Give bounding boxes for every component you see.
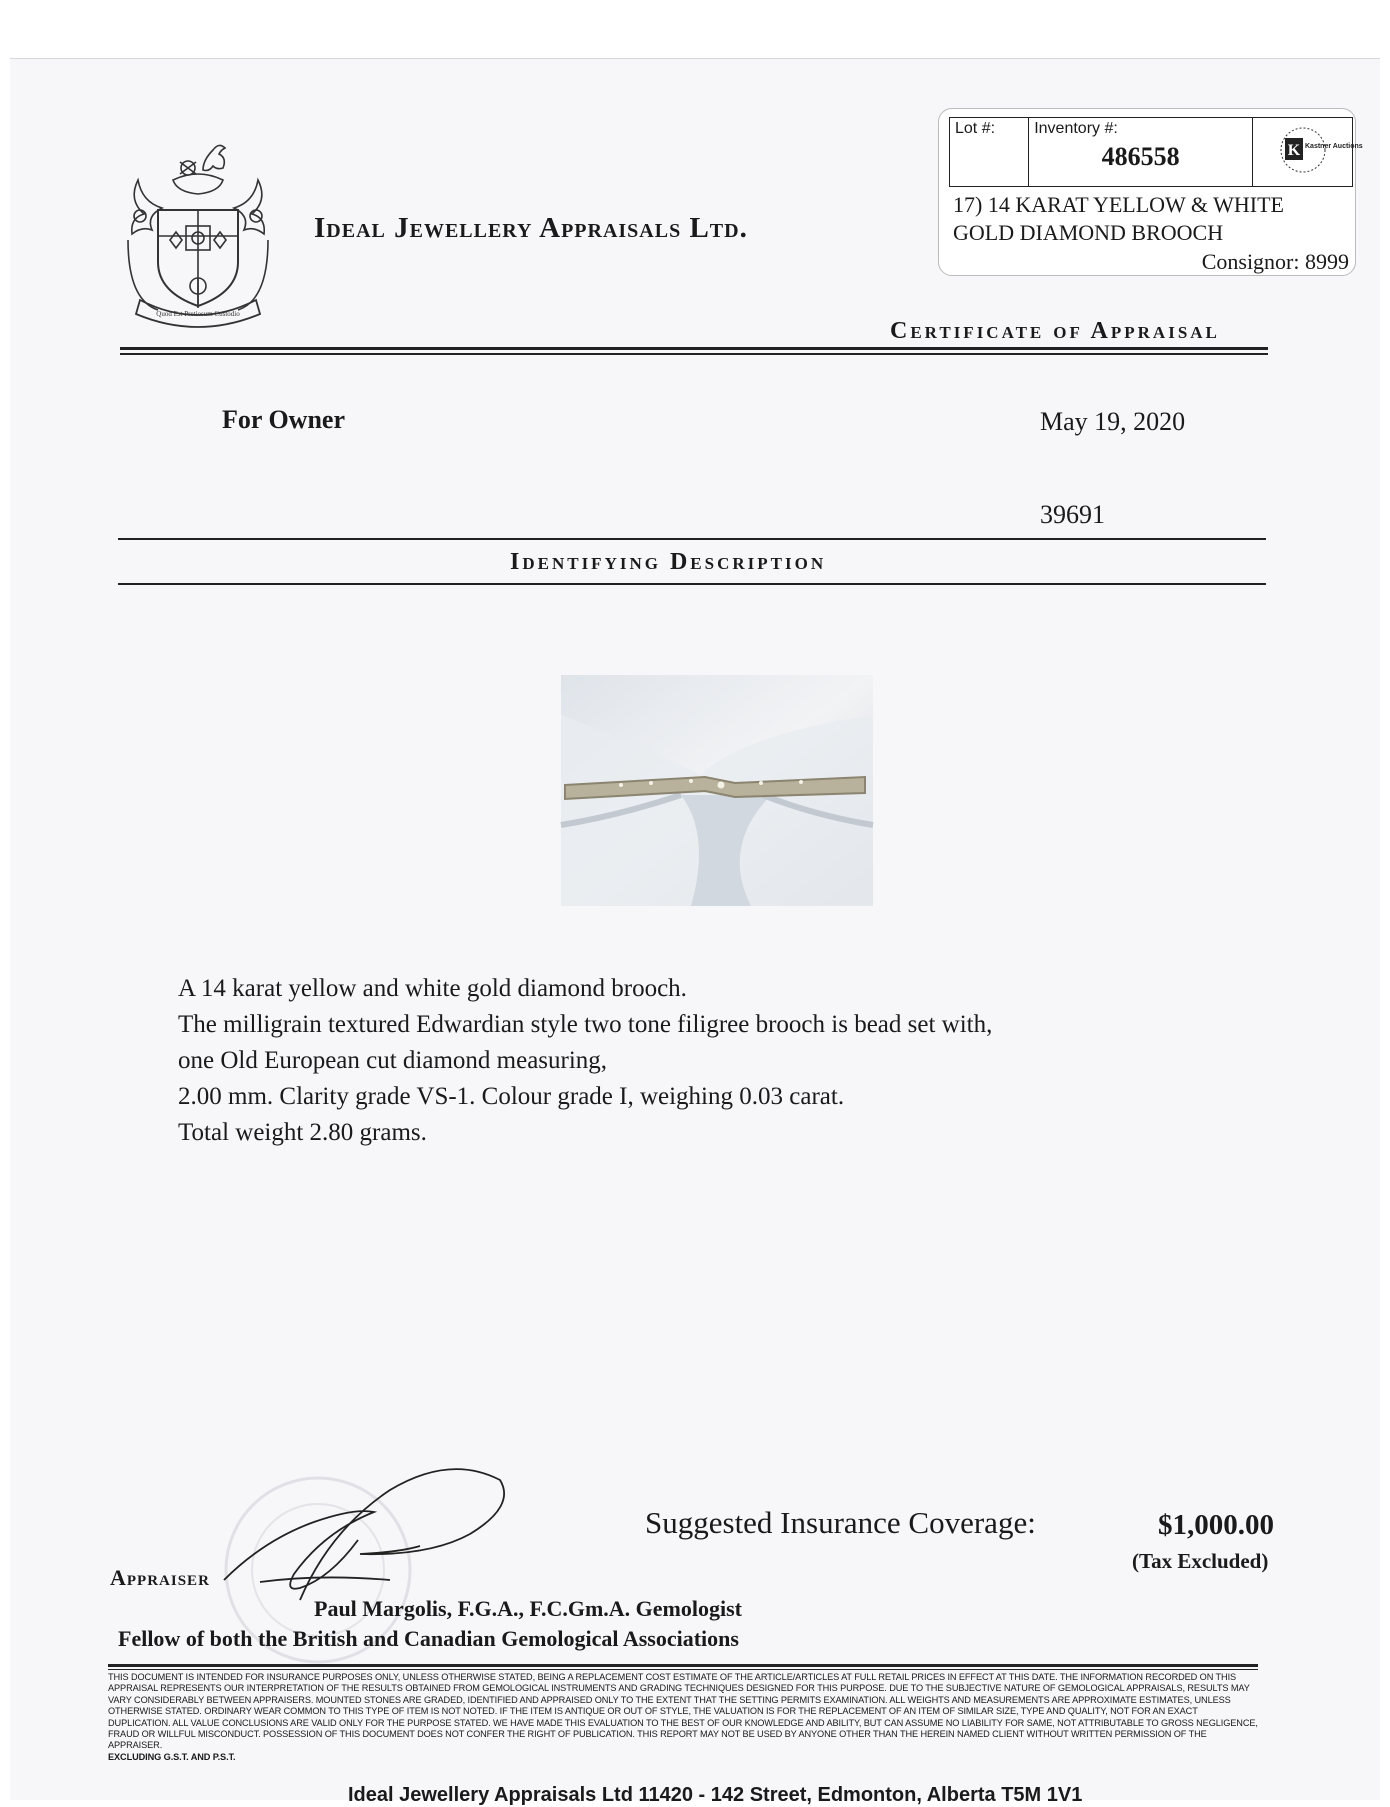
lot-label: Lot #:	[955, 120, 996, 137]
description-line: A 14 karat yellow and white gold diamond brooch.	[178, 975, 687, 1002]
brooch-photo	[561, 675, 873, 906]
divider	[108, 1669, 1258, 1670]
divider	[118, 583, 1266, 585]
divider	[118, 538, 1266, 540]
lot-description	[953, 191, 1284, 247]
appraisal-date: May 19, 2020	[1040, 407, 1186, 436]
disclaimer-text: THIS DOCUMENT IS INTENDED FOR INSURANCE PURPOSES ONLY, UNLESS OTHERWISE STATED, BEING A REPLACEMENT COST ESTIMATE OF THE ARTICLE/ARTICLES AT FULL RETAIL PRICES IN EFFECT AT THIS DATE. THE INFORMATION RECORDED ON THIS APPRAISAL REPRESENTS OUR INTERPRETATION OF THE RESULTS OBTAINED FROM GEMOLOGICAL INSTRUMENTS AND GRADING TECHNIQUES DESIGNED FOR THIS PURPOSE. DUE TO THE SUBJECTIVE NATURE OF GEMOLOGICAL APPRAISALS, RESULTS MAY VARY CONSIDERABLY BETWEEN APPRAISERS. MOUNTED STONES ARE GRADED, IDENTIFIED AND APPRAISED ONLY TO THE EXTENT THAT THE SETTING PERMITS EXAMINATION. ALL WEIGHTS AND MEASUREMENTS ARE APPROXIMATE ESTIMATES, UNLESS OTHERWISE STATED. ORDINARY WEAR COMMON TO THIS TYPE OF ITEM IS NOT NOTED. IF THE ITEM IS ANTIQUE OR OUT OF STYLE, THE VALUATION IS FOR THE REPLACEMENT OF AN ITEM OF SIMILAR SIZE, TYPE AND QUALITY, NOT FOR AN EXACT DUPLICATION. ALL VALUE CONCLUSIONS ARE VALID ONLY FOR THE PURPOSE STATED. WE HAVE MADE THIS EVALUATION TO THE BEST OF OUR KNOWLEDGE AND ABILITY, BUT CAN ASSUME NO LIABILITY FOR SAME, NOT ATTRIBUTABLE TO GROSS NEGLIGENCE, FRAUD OR WILLFUL MISCONDUCT. POSSESSION OF THIS DOCUMENT DOES NOT CONFER THE RIGHT OF PUBLICATION. THIS REPORT MAY NOT BE USED BY ANYONE OTHER THAN THE HEREIN NAMED CLIENT WITHOUT WRITTEN PERMISSION OF THE APPRAISER.	[108, 1672, 1258, 1751]
description-line: The milligrain textured Edwardian style two tone filigree brooch is bead set with,	[178, 1011, 993, 1038]
svg-text:K: K	[1287, 141, 1300, 159]
auction-lot-label	[938, 108, 1363, 276]
appraiser-signature	[200, 1460, 520, 1610]
owner-label: For Owner	[222, 405, 345, 434]
certificate-title: Certificate of Appraisal	[890, 318, 1220, 344]
tax-note: (Tax Excluded)	[1132, 1549, 1269, 1573]
disclaimer	[108, 1672, 1258, 1763]
insurance-value: $1,000.00	[1158, 1509, 1274, 1541]
inventory-cell	[1029, 118, 1253, 187]
inventory-number: 486558	[1101, 142, 1180, 171]
crest-motto: Quod Est Pretiosum Custodio	[156, 310, 240, 318]
tax-exclusion: EXCLUDING G.S.T. AND P.S.T.	[108, 1751, 236, 1762]
item-description	[178, 971, 992, 1151]
auction-logo-cell	[1253, 118, 1363, 187]
footer-address: Ideal Jewellery Appraisals Ltd 11420 - 142 Street, Edmonton, Alberta T5M 1V1	[348, 1784, 1083, 1806]
description-line: 2.00 mm. Clarity grade VS-1. Colour grade I, weighing 0.03 carat.	[178, 1083, 845, 1110]
lot-description-line: 17) 14 KARAT YELLOW & WHITE	[953, 192, 1284, 217]
section-title: Identifying Description	[510, 549, 827, 575]
crest-logo	[118, 140, 278, 330]
lot-description-line: GOLD DIAMOND BROOCH	[953, 220, 1224, 245]
appraiser-label: Appraiser	[110, 1565, 210, 1590]
auction-logo-text: Kastner Auctions	[1304, 142, 1363, 150]
consignor: Consignor: 8999	[1201, 249, 1349, 274]
lot-number-cell	[950, 118, 1029, 187]
company-name: Ideal Jewellery Appraisals Ltd.	[314, 212, 748, 244]
divider	[108, 1664, 1258, 1667]
auction-logo	[1265, 124, 1363, 176]
divider	[120, 347, 1268, 350]
lot-grid	[949, 117, 1363, 187]
appraiser-credential: Fellow of both the British and Canadian Gemological Associations	[118, 1626, 739, 1651]
appraiser-name: Paul Margolis, F.G.A., F.C.Gm.A. Gemologist	[314, 1596, 742, 1621]
inventory-label: Inventory #:	[1034, 120, 1118, 137]
reference-number: 39691	[1040, 500, 1105, 529]
description-line: one Old European cut diamond measuring,	[178, 1047, 608, 1074]
description-line: Total weight 2.80 grams.	[178, 1119, 427, 1146]
insurance-label: Suggested Insurance Coverage:	[645, 1505, 1036, 1540]
divider	[120, 353, 1268, 355]
